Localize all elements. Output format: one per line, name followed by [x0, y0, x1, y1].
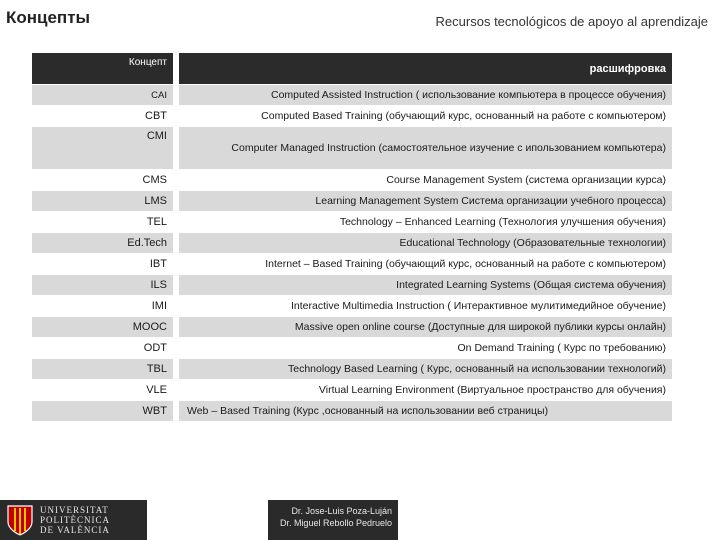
table-row: [32, 170, 672, 190]
column-header-decode: расшифровка: [179, 53, 672, 84]
concept-abbr: CMS: [32, 170, 173, 190]
concept-abbr: TEL: [32, 212, 173, 232]
table-row: [32, 380, 672, 400]
authors-box: [268, 500, 398, 540]
table-row: [32, 275, 672, 295]
concept-abbr: CMI: [32, 127, 173, 169]
concept-abbr: CBT: [32, 106, 173, 126]
concept-abbr: VLE: [32, 380, 173, 400]
table-row: [32, 254, 672, 274]
concept-abbr: MOOC: [32, 317, 173, 337]
concept-abbr: CAI: [32, 85, 173, 105]
page-subtitle: Recursos tecnológicos de apoyo al aprendizaje: [435, 14, 708, 29]
concept-description: Internet – Based Training (обучающий курс, основанный на работе с компьютером): [179, 254, 672, 274]
table-row: [32, 191, 672, 211]
concept-abbr: IBT: [32, 254, 173, 274]
concept-abbr: WBT: [32, 401, 173, 421]
table-row: [32, 85, 672, 105]
table-row: [32, 317, 672, 337]
concept-abbr: ILS: [32, 275, 173, 295]
university-name: UNIVERSITAT POLITÈCNICA DE VALÈNCIA: [40, 505, 110, 535]
table-row: [32, 127, 672, 169]
concept-abbr: Ed.Tech: [32, 233, 173, 253]
concept-abbr: TBL: [32, 359, 173, 379]
concept-description: Educational Technology (Образовательные технологии): [179, 233, 672, 253]
concept-description: Massive open online course (Доступные для широкой публики курсы онлайн): [179, 317, 672, 337]
concept-description: Integrated Learning Systems (Общая система обучения): [179, 275, 672, 295]
concept-description: Technology Based Learning ( Курс, основанный на использовании технологий): [179, 359, 672, 379]
concept-abbr: IMI: [32, 296, 173, 316]
table-row: [32, 233, 672, 253]
concept-abbr: LMS: [32, 191, 173, 211]
concept-description: Technology – Enhanced Learning (Технология улучшения обучения): [179, 212, 672, 232]
table-header-row: [32, 53, 672, 84]
concepts-table: [32, 52, 672, 422]
concept-description: Interactive Multimedia Instruction ( Интерактивное мулитимедийное обучение): [179, 296, 672, 316]
author-name: Dr. Jose-Luis Poza-Luján: [291, 506, 392, 516]
table-row: [32, 106, 672, 126]
table-row: [32, 296, 672, 316]
table-row: [32, 212, 672, 232]
concept-description: Learning Management System Система организации учебного процесса): [179, 191, 672, 211]
concept-abbr: ODT: [32, 338, 173, 358]
concept-description: Course Management System (система организации курса): [179, 170, 672, 190]
concept-description: Computed Based Training (обучающий курс, основанный на работе с компьютером): [179, 106, 672, 126]
concept-description: Computer Managed Instruction (самостоятельное изучение с ипользованием компьютера): [179, 127, 672, 169]
table-row: [32, 359, 672, 379]
university-logo: [0, 500, 147, 540]
footer: [0, 500, 720, 540]
concept-description: On Demand Training ( Курс по требованию): [179, 338, 672, 358]
university-shield-icon: [6, 504, 34, 536]
concept-description: Virtual Learning Environment (Виртуальное пространство для обучения): [179, 380, 672, 400]
table-row: [32, 338, 672, 358]
table-row: [32, 401, 672, 421]
author-name: Dr. Miguel Rebollo Pedruelo: [279, 518, 392, 528]
concept-description: Computed Assisted Instruction ( использование компьютера в процессе обучения): [179, 85, 672, 105]
concept-description: Web – Based Training (Курс ,основанный на использовании веб страницы): [179, 401, 672, 421]
column-header-concept: Концепт: [32, 53, 173, 84]
page-title: Концепты: [6, 8, 91, 27]
